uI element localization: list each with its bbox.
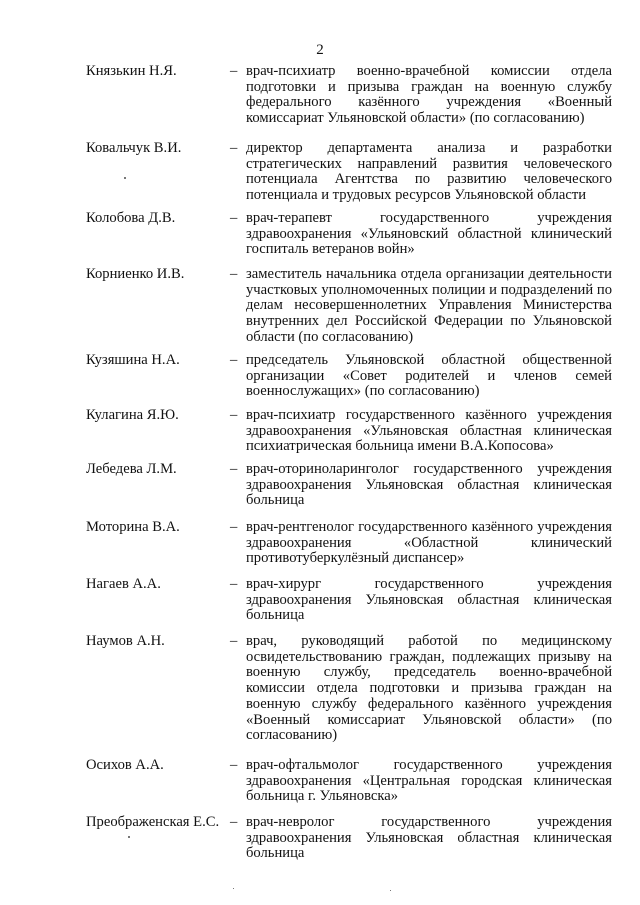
member-entry — [86, 634, 612, 758]
member-entry — [86, 267, 612, 353]
dash-separator: – — [230, 814, 238, 830]
member-name: Преображенская Е.С. — [86, 814, 220, 830]
member-name: Кузяшина Н.А. — [86, 352, 180, 368]
member-position: врач-психиатр государственного казённого учреждения здравоохранения «Ульяновская областная клиническая психиатрическая больница имени В.А.Копосова» — [246, 407, 612, 455]
member-position: врач-оториноларинголог государственного учреждения здравоохранения Ульяновская областная клиническая больница — [246, 461, 612, 509]
member-name: Моторина В.А. — [86, 519, 180, 535]
dash-separator: – — [230, 140, 238, 156]
member-position: врач, руководящий работой по медицинскому освидетельствованию граждан, подлежащих призыву на военную службу, председатель военно-врачебной комиссии отдела подготовки и призыва граждан на военную службу федерального казённого учреждения «Военный комиссариат Ульяновской области» (по согласованию) — [246, 633, 612, 744]
dash-separator: – — [230, 266, 238, 282]
member-name: Наумов А.Н. — [86, 633, 165, 649]
member-position: председатель Ульяновской областной общественной организации «Совет родителей и членов семей военнослужащих» (по согласованию) — [246, 352, 612, 400]
member-position: врач-терапевт государственного учреждения здравоохранения «Ульяновский областной клинический госпиталь ветеранов войн» — [246, 210, 612, 258]
dash-separator: – — [230, 633, 238, 649]
member-entry — [86, 758, 612, 815]
member-entry — [86, 408, 612, 462]
dash-separator: – — [230, 461, 238, 477]
member-position: врач-хирург государственного учреждения здравоохранения Ульяновская областная клиническая больница — [246, 576, 612, 624]
members-list — [86, 64, 612, 865]
member-entry — [86, 141, 612, 211]
member-position: врач-офтальмолог государственного учреждения здравоохранения «Центральная городская клиническая больница г. Ульяновска» — [246, 757, 612, 805]
page-number: 2 — [316, 42, 324, 58]
dash-separator: – — [230, 352, 238, 368]
member-name: Колобова Д.В. — [86, 210, 176, 226]
member-entry — [86, 211, 612, 267]
member-position: врач-психиатр военно-врачебной комиссии отдела подготовки и призыва граждан на военную службу федерального казённого учреждения «Военный комиссариат Ульяновской области» (по согласованию) — [246, 63, 612, 127]
member-entry — [86, 520, 612, 577]
dash-separator: – — [230, 210, 238, 226]
member-name: Лебедева Л.М. — [86, 461, 177, 477]
dash-separator: – — [230, 407, 238, 423]
member-position: директор департамента анализа и разработки стратегических направлений развития человеческого потенциала Агентства по развитию человеческого потенциала и трудовых ресурсов Ульяновской области — [246, 140, 612, 204]
member-entry — [86, 815, 612, 865]
member-position: врач-невролог государственного учреждения здравоохранения Ульяновская областная клиническая больница — [246, 814, 612, 862]
member-position: заместитель начальника отдела организации деятельности участковых уполномоченных полиции и подразделений по делам несовершеннолетних Управления Министерства внутренних дел Российской Федерации по Ульяновской области (по согласованию) — [246, 266, 612, 345]
member-name: Корниенко И.В. — [86, 266, 185, 282]
dash-separator: – — [230, 757, 238, 773]
member-name: Князькин Н.Я. — [86, 63, 177, 79]
dash-separator: – — [230, 63, 238, 79]
member-entry — [86, 353, 612, 408]
member-name: Кулагина Я.Ю. — [86, 407, 179, 423]
member-name: Ковальчук В.И. — [86, 140, 182, 156]
member-entry — [86, 577, 612, 634]
member-name: Нагаев А.А. — [86, 576, 161, 592]
member-entry — [86, 64, 612, 141]
member-entry — [86, 462, 612, 520]
member-name: Осихов А.А. — [86, 757, 164, 773]
dash-separator: – — [230, 576, 238, 592]
member-position: врач-рентгенолог государственного казённого учреждения здравоохранения «Областной клинический противотуберкулёзный диспансер» — [246, 519, 612, 567]
dash-separator: – — [230, 519, 238, 535]
